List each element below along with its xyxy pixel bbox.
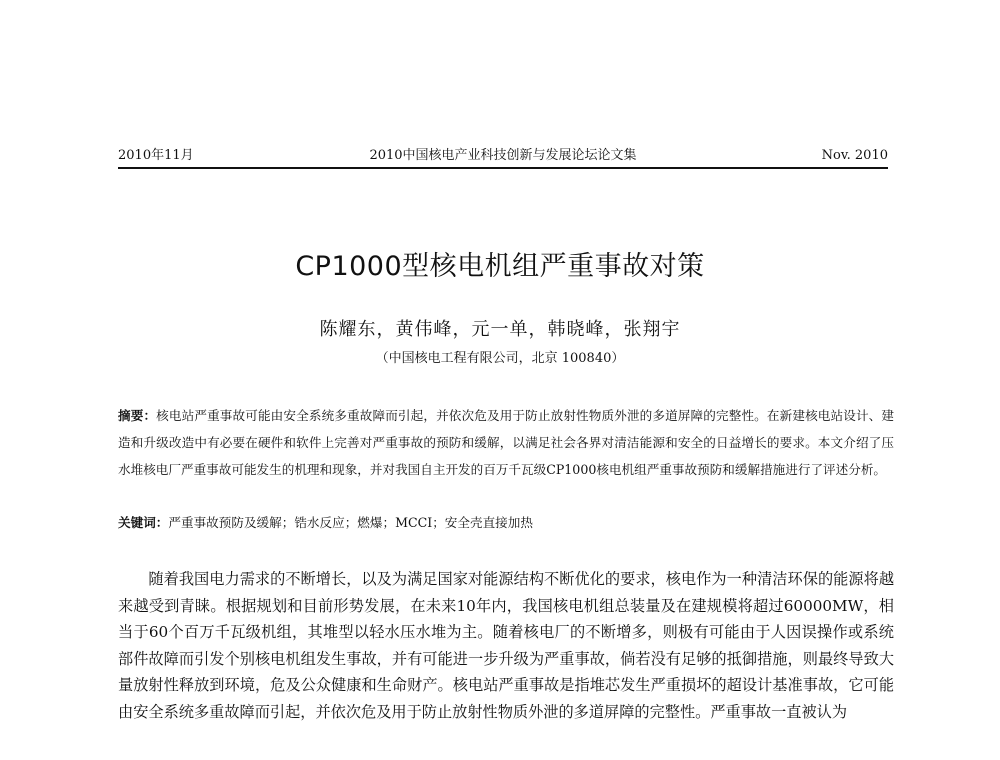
header-rule — [118, 167, 888, 169]
affiliation: （中国核电工程有限公司，北京 100840） — [375, 351, 625, 366]
abstract-text: 核电站严重事故可能由安全系统多重故障而引起，并依次危及用于防止放射性物质外泄的多道屏障的完整性。在新建核电站设计、建造和升级改造中有必要在硬件和软件上完善对严重事故的预防和缓解，以满足社会各界对清洁能源和安全的日益增长的要求。本文介绍了压水堆核电厂严重事故可能发生的机理和现象，并对我国自主开发的百万千瓦级CP1000核电机组严重事故预防和缓解措施进行了评述分析。 — [118, 408, 895, 477]
running-header — [118, 148, 888, 168]
abstract-label: 摘要： — [118, 408, 157, 423]
keywords-label: 关键词： — [118, 515, 169, 530]
header-proceedings-title: 2010中国核电产业科技创新与发展论坛论文集 — [369, 148, 637, 163]
paper-title: CP1000型核电机组严重事故对策 — [295, 251, 705, 282]
abstract — [118, 402, 894, 483]
keywords-text: 严重事故预防及缓解；锆水反应；燃爆；MCCI；安全壳直接加热 — [168, 515, 533, 530]
header-date: 2010年11月 — [118, 148, 194, 163]
header-date-english: Nov. 2010 — [821, 148, 888, 163]
body-paragraph: 随着我国电力需求的不断增长，以及为满足国家对能源结构不断优化的要求，核电作为一种清洁环保的能源将越来越受到青睐。根据规划和目前形势发展，在未来10年内，我国核电机组总装量及在建规模将超过60000MW，相当于60个百万千瓦级机组，其堆型以轻水压水堆为主。随着核电厂的不断增多，则极有可能由于人因误操作或系统部件故障而引发个别核电机组发生事故，并有可能进一步升级为严重事故，倘若没有足够的抵御措施，则最终导致大量放射性释放到环境，危及公众健康和生命财产。核电站严重事故是指堆芯发生严重损坏的超设计基准事故，它可能由安全系统多重故障而引起，并依次危及用于防止放射性物质外泄的多道屏障的完整性。严重事故一直被认为 — [118, 570, 894, 721]
keywords — [118, 512, 894, 534]
author-list: 陈耀东，黄伟峰，元一单，韩晓峰，张翔宇 — [319, 319, 681, 340]
